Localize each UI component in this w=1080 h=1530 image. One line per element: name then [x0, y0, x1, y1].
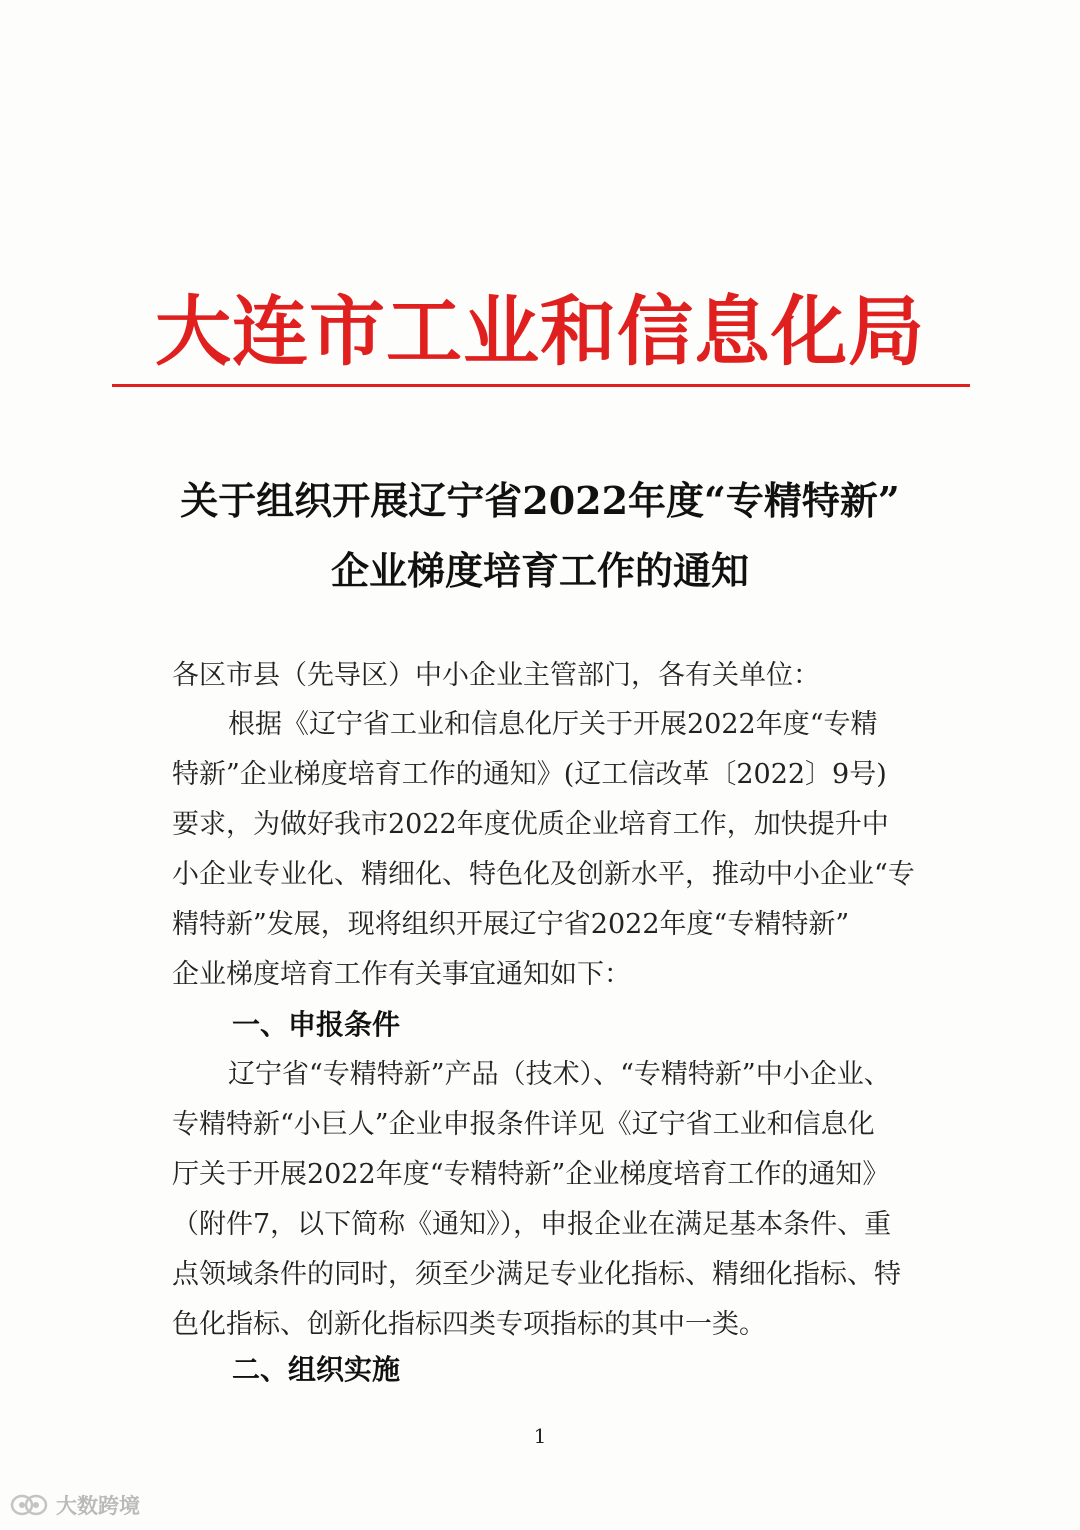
- section1-line: 色化指标、创新化指标四类专项指标的其中一类。: [172, 1309, 766, 1340]
- watermark-text: 大数跨境: [56, 1494, 140, 1518]
- section1-line: （附件7，以下简称《通知》），申报企业在满足基本条件、重: [172, 1209, 892, 1240]
- salutation: 各区市县（先导区）中小企业主管部门，各有关单位：: [172, 660, 820, 691]
- section1-line: 专精特新“小巨人”企业申报条件详见《辽宁省工业和信息化: [172, 1109, 875, 1140]
- section-heading-2: 二、组织实施: [232, 1353, 401, 1386]
- intro-line: 小企业专业化、精细化、特色化及创新水平，推动中小企业“专: [172, 859, 915, 890]
- intro-line: 根据《辽宁省工业和信息化厅关于开展2022年度“专精: [228, 709, 878, 740]
- document-title-line-2: 企业梯度培育工作的通知: [330, 548, 749, 593]
- document-title-line-1: 关于组织开展辽宁省2022年度“专精特新”: [180, 478, 900, 523]
- page-number: 1: [533, 1424, 547, 1448]
- issuer-masthead: 大连市工业和信息化局: [155, 287, 925, 376]
- intro-line: 特新”企业梯度培育工作的通知》(辽工信改革〔2022〕9号): [172, 759, 887, 790]
- intro-line: 精特新”发展，现将组织开展辽宁省2022年度“专精特新”: [172, 909, 850, 940]
- section1-line: 厅关于开展2022年度“专精特新”企业梯度培育工作的通知》: [172, 1159, 890, 1190]
- red-divider: [112, 384, 970, 387]
- intro-line: 企业梯度培育工作有关事宜通知如下：: [172, 959, 631, 990]
- watermark: [10, 1490, 140, 1520]
- section1-line: 点领域条件的同时，须至少满足专业化指标、精细化指标、特: [172, 1259, 901, 1290]
- section-heading-1: 一、申报条件: [232, 1008, 401, 1041]
- intro-line: 要求，为做好我市2022年度优质企业培育工作，加快提升中: [172, 809, 889, 840]
- logo-icon: [10, 1492, 50, 1518]
- section1-line: 辽宁省“专精特新”产品（技术）、“专精特新”中小企业、: [228, 1059, 891, 1090]
